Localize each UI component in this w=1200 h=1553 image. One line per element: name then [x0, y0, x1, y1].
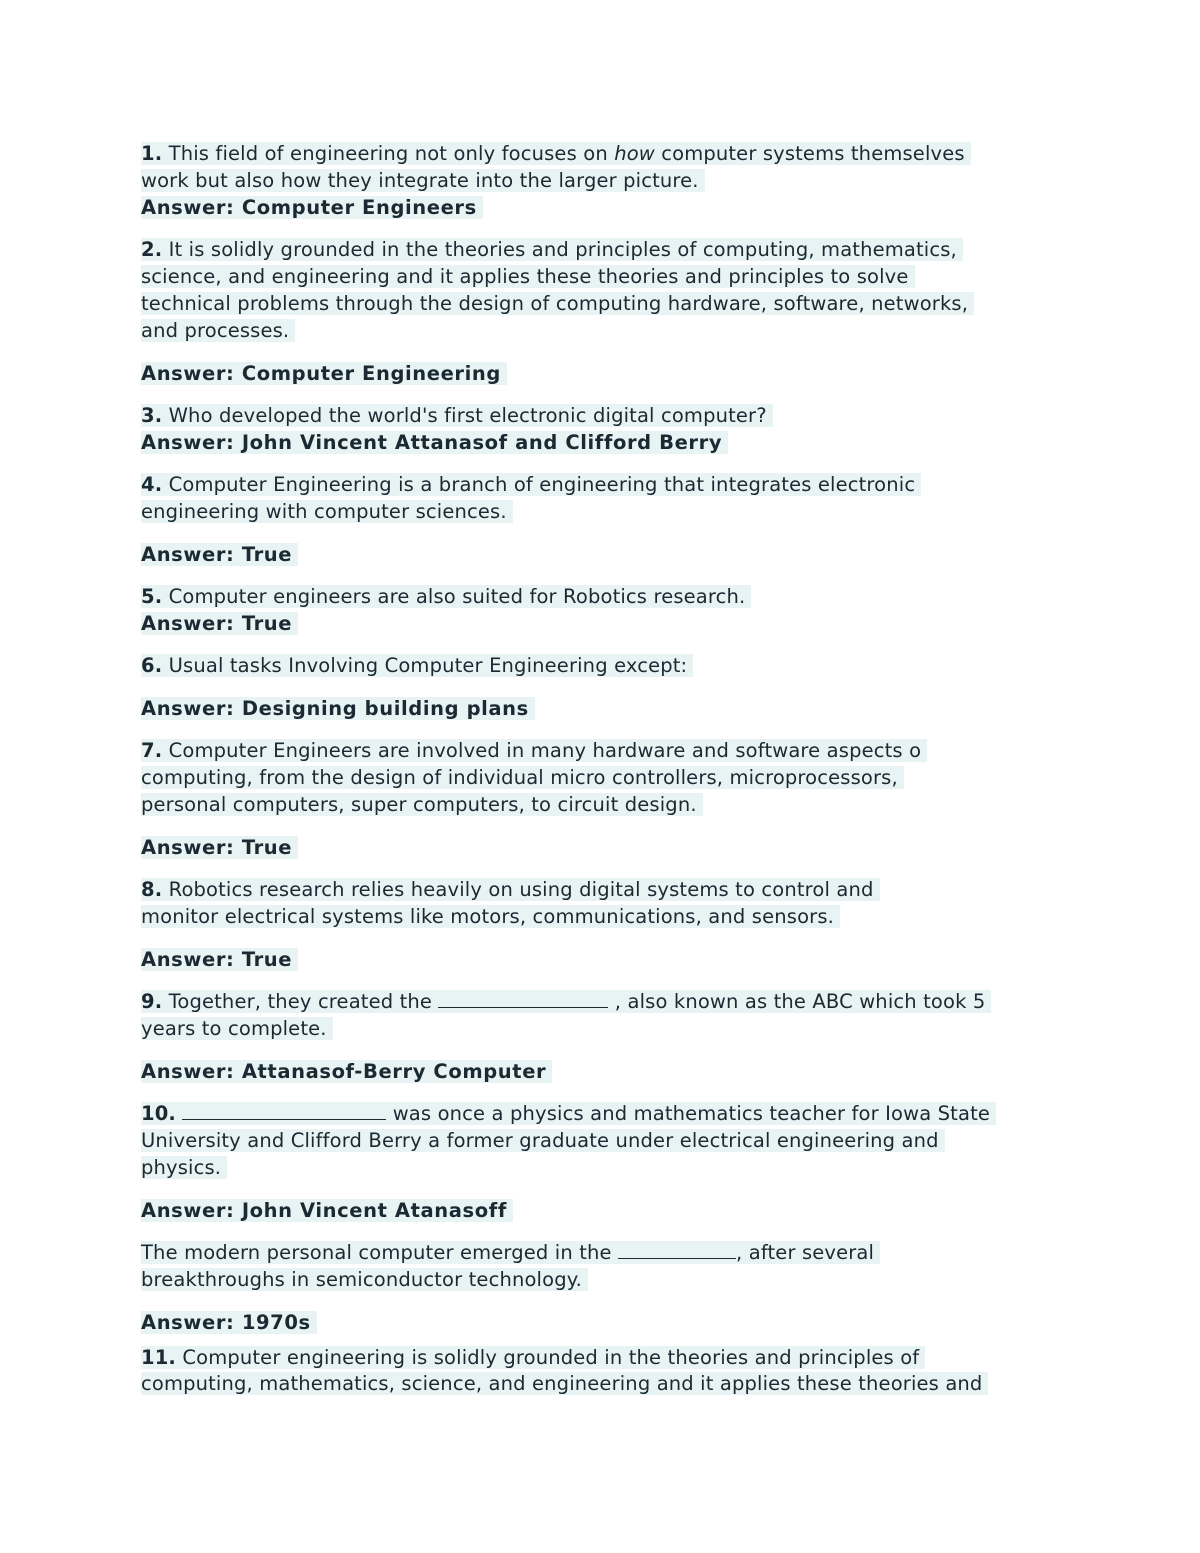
answer-9: Answer: Attanasof-Berry Computer — [141, 1060, 552, 1083]
question-2-line-1: 2. It is solidly grounded in the theories and principles of computing, mathematics, — [141, 238, 963, 261]
question-9-line-2: years to complete. — [141, 1017, 333, 1040]
question-number: 2. — [141, 238, 163, 261]
question-number: 4. — [141, 473, 163, 496]
question-9-line-1: 9. Together, they created the , also known as the ABC which took 5 — [141, 990, 991, 1013]
question-6-line-1: 6. Usual tasks Involving Computer Engineering except: — [141, 654, 693, 677]
question-1-line-2: work but also how they integrate into the larger picture. — [141, 169, 705, 192]
question-10-line-2: University and Clifford Berry a former graduate under electrical engineering and — [141, 1129, 945, 1152]
question-number: 9. — [141, 990, 163, 1013]
question-4-line-1: 4. Computer Engineering is a branch of engineering that integrates electronic — [141, 473, 921, 496]
answer-10: Answer: John Vincent Atanasoff — [141, 1199, 513, 1222]
question-5 — [141, 583, 1066, 637]
question-unnumbered — [141, 1239, 1066, 1293]
question-number: 7. — [141, 739, 163, 762]
question-number: 6. — [141, 654, 163, 677]
question-8 — [141, 876, 1066, 930]
answer-unnumbered: Answer: 1970s — [141, 1311, 317, 1334]
question-5-line-1: 5. Computer engineers are also suited for Robotics research. — [141, 585, 751, 608]
question-1-line-1: 1. This field of engineering not only focuses on how computer systems themselves — [141, 142, 971, 165]
answer-3: Answer: John Vincent Attanasof and Clifford Berry — [141, 431, 728, 454]
question-3-line-1: 3. Who developed the world's first electronic digital computer? — [141, 404, 773, 427]
question-number: 8. — [141, 878, 163, 901]
question-6 — [141, 652, 1066, 679]
fill-in-blank — [618, 1240, 736, 1259]
question-11 — [141, 1345, 1066, 1397]
question-11-line-2: computing, mathematics, science, and engineering and it applies these theories and — [141, 1372, 988, 1395]
fill-in-blank — [438, 989, 608, 1008]
emphasis-how: how — [614, 142, 655, 165]
quiz-content — [141, 140, 1066, 1397]
question-8-line-2: monitor electrical systems like motors, communications, and sensors. — [141, 905, 840, 928]
question-number: 11. — [141, 1346, 176, 1369]
answer-1: Answer: Computer Engineers — [141, 196, 483, 219]
question-number: 1. — [141, 142, 163, 165]
question-4-line-2: engineering with computer sciences. — [141, 500, 513, 523]
question-unnumbered-line-2: breakthroughs in semiconductor technology. — [141, 1268, 588, 1291]
question-2-line-3: technical problems through the design of computing hardware, software, networks, — [141, 292, 974, 315]
question-4 — [141, 471, 1066, 525]
question-2 — [141, 236, 1066, 344]
question-2-line-2: science, and engineering and it applies these theories and principles to solve — [141, 265, 915, 288]
question-7 — [141, 737, 1066, 818]
question-number: 3. — [141, 404, 163, 427]
question-number: 5. — [141, 585, 163, 608]
question-7-line-2: computing, from the design of individual micro controllers, microprocessors, — [141, 766, 904, 789]
question-10-line-3: physics. — [141, 1156, 227, 1179]
question-1 — [141, 140, 1066, 221]
fill-in-blank — [182, 1101, 386, 1120]
question-11-line-1: 11. Computer engineering is solidly grounded in the theories and principles of — [141, 1346, 925, 1369]
question-10 — [141, 1100, 1066, 1181]
question-7-line-1: 7. Computer Engineers are involved in many hardware and software aspects o — [141, 739, 927, 762]
question-unnumbered-line-1: The modern personal computer emerged in the , after several — [141, 1241, 880, 1264]
answer-2: Answer: Computer Engineering — [141, 362, 507, 385]
question-10-line-1: 10. was once a physics and mathematics teacher for Iowa State — [141, 1102, 996, 1125]
question-3 — [141, 402, 1066, 456]
question-7-line-3: personal computers, super computers, to circuit design. — [141, 793, 703, 816]
question-2-line-4: and processes. — [141, 319, 295, 342]
question-9 — [141, 988, 1066, 1042]
answer-7: Answer: True — [141, 836, 298, 859]
answer-8: Answer: True — [141, 948, 298, 971]
answer-5: Answer: True — [141, 612, 298, 635]
answer-6: Answer: Designing building plans — [141, 697, 535, 720]
answer-4: Answer: True — [141, 543, 298, 566]
question-number: 10. — [141, 1102, 176, 1125]
question-8-line-1: 8. Robotics research relies heavily on using digital systems to control and — [141, 878, 880, 901]
